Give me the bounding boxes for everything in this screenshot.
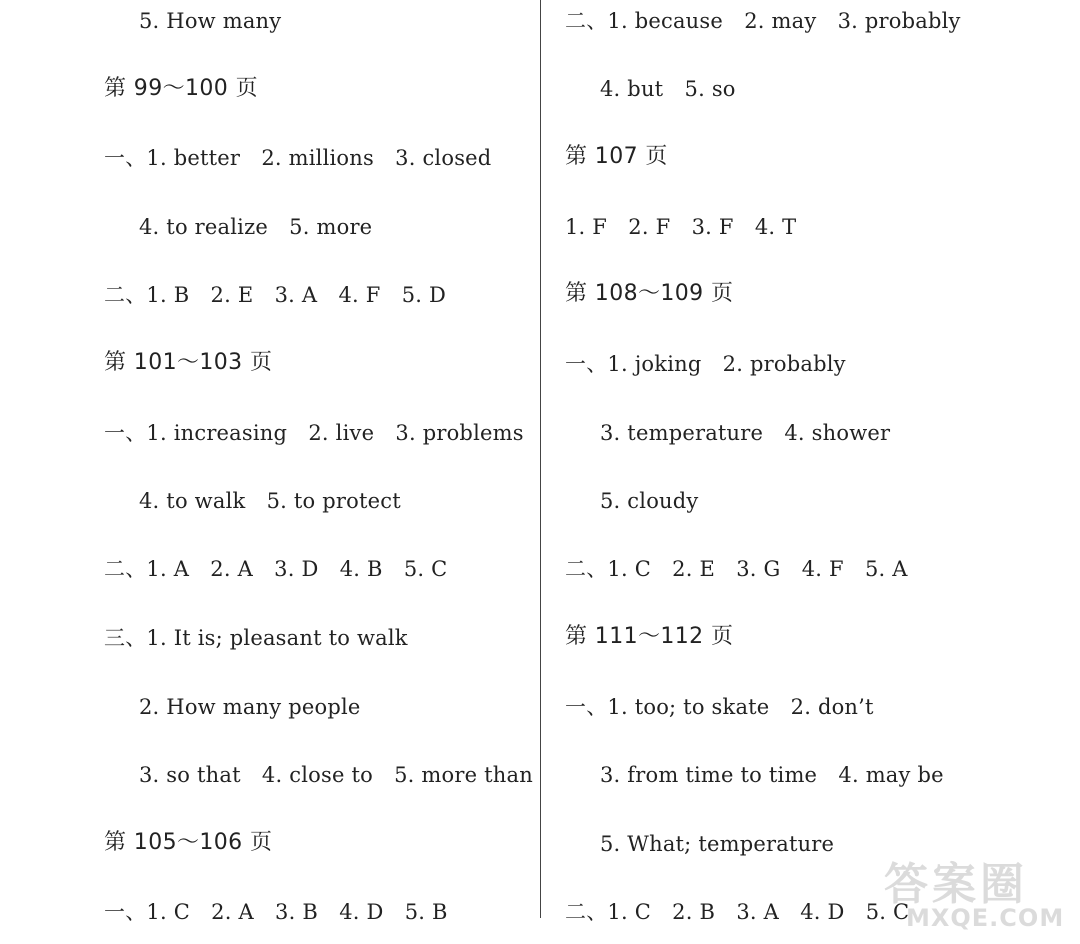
watermark-top-text: 答案圈 (884, 859, 1028, 910)
page-range-heading: 第 101～103 页 (104, 350, 273, 375)
answer-line: 一、1. better 2. millions 3. closed (104, 146, 492, 170)
answer-line: 二、1. A 2. A 3. D 4. B 5. C (104, 557, 448, 581)
answer-line: 2. How many people (139, 695, 361, 719)
answer-line: 一、1. increasing 2. live 3. problems (104, 421, 524, 445)
answer-line: 二、1. because 2. may 3. probably (565, 9, 961, 33)
right-column (541, 0, 1080, 944)
answer-line: 4. to walk 5. to protect (139, 489, 401, 513)
watermark-url-text: MXQE.COM (906, 904, 1065, 932)
answer-line: 一、1. C 2. A 3. B 4. D 5. B (104, 900, 448, 924)
page-range-heading: 第 111～112 页 (565, 624, 734, 649)
answer-line: 3. so that 4. close to 5. more than (139, 763, 533, 787)
answer-line: 4. but 5. so (600, 77, 736, 101)
answer-line: 4. to realize 5. more (139, 215, 373, 239)
page-range-heading: 第 99～100 页 (104, 76, 258, 101)
answer-line: 二、1. C 2. E 3. G 4. F 5. A (565, 557, 908, 581)
answer-line: 1. F 2. F 3. F 4. T (565, 215, 797, 239)
answer-line: 5. What; temperature (600, 832, 835, 856)
answer-line: 3. temperature 4. shower (600, 421, 891, 445)
page-range-heading: 第 108～109 页 (565, 281, 734, 306)
answer-line: 一、1. joking 2. probably (565, 352, 846, 376)
page-range-heading: 第 107 页 (565, 144, 668, 169)
answer-line: 三、1. It is; pleasant to walk (104, 626, 408, 650)
answer-line: 5. cloudy (600, 489, 699, 513)
page-range-heading: 第 105～106 页 (104, 830, 273, 855)
answer-line: 二、1. B 2. E 3. A 4. F 5. D (104, 283, 447, 307)
answer-line: 5. How many (139, 9, 282, 33)
watermark-logo (878, 848, 1068, 938)
answer-line: 一、1. too; to skate 2. don’t (565, 695, 874, 719)
answer-line: 3. from time to time 4. may be (600, 763, 944, 787)
answer-line: 二、1. C 2. B 3. A 4. D 5. C (565, 900, 910, 924)
